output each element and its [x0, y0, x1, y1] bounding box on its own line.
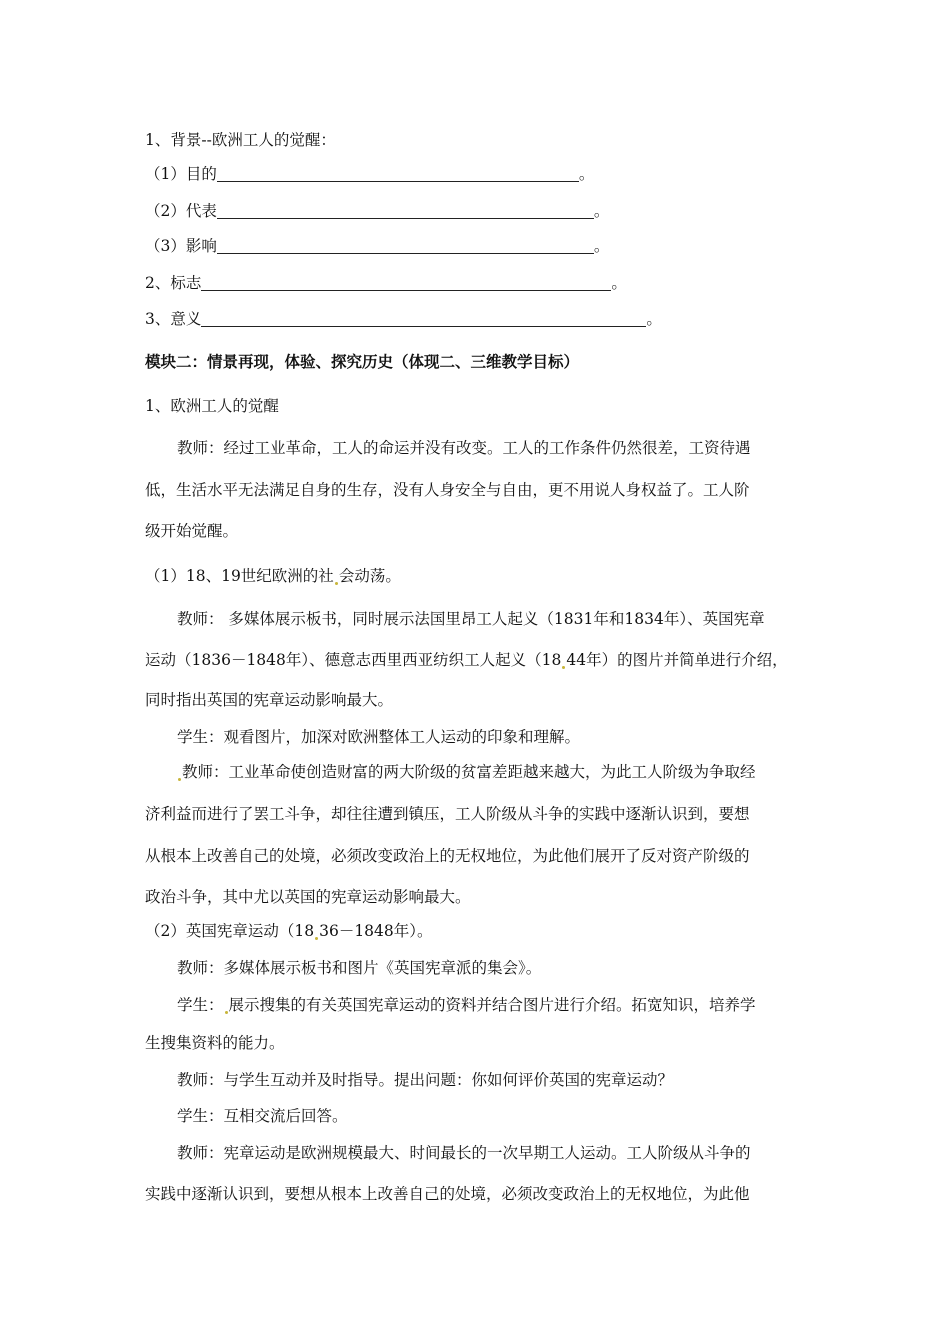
sub-heading: （2）英国宪章运动（18 36－1848年）。	[145, 922, 433, 940]
paragraph-line: 运动（1836－1848年）、德意志西里西亚纺织工人起义（18 44年）的图片并简单进行介绍，	[145, 651, 788, 669]
paragraph-line: 实践中逐渐认识到，要想从根本上改善自己的处境，必须改变政治上的无权地位，为此他	[145, 1185, 750, 1203]
answer-blank[interactable]	[217, 237, 594, 254]
answer-blank[interactable]	[201, 274, 611, 291]
paragraph-line: 教师：与学生互动并及时指导。提出问题：你如何评价英国的宪章运动？	[177, 1071, 674, 1089]
paragraph-line: 从根本上改善自己的处境，必须改变政治上的无权地位，为此他们展开了反对资产阶级的	[145, 847, 750, 865]
paragraph-line: 同时指出英国的宪章运动影响最大。	[145, 691, 394, 709]
paragraph-line: 济利益而进行了罢工斗争，却往往遭到镇压，工人阶级从斗争的实践中逐渐认识到，要想	[145, 805, 750, 823]
paragraph-line: 教师：多媒体展示板书和图片《英国宪章派的集会》。	[177, 959, 542, 977]
fill-blank-representative: （2）代表 。	[145, 202, 610, 220]
paragraph-line: 教师：工业革命使创造财富的两大阶级的贫富差距越来越大，为此工人阶级为争取经	[177, 762, 756, 782]
fill-blank-influence: （3）影响 。	[145, 237, 610, 255]
paragraph-line: 级开始觉醒。	[145, 522, 239, 540]
fill-blank-purpose: （1）目的 。	[145, 165, 595, 183]
module-two-heading: 模块二：情景再现，体验、探究历史（体现二、三维教学目标）	[145, 352, 580, 371]
paragraph-line: 生搜集资料的能力。	[145, 1034, 285, 1052]
section-title: 1、欧洲工人的觉醒	[145, 397, 279, 415]
answer-blank[interactable]	[201, 310, 646, 327]
mark-dot	[178, 778, 181, 781]
sub-heading: （1）18、19世纪欧洲的社 会动荡。	[145, 567, 401, 585]
mark-dot	[562, 666, 565, 669]
paragraph-line: 政治斗争，其中尤以英国的宪章运动影响最大。	[145, 888, 471, 906]
paragraph-line: 教师： 多媒体展示板书，同时展示法国里昂工人起义（1831年和1834年）、英国宪章	[177, 610, 765, 628]
paragraph-line: 教师：经过工业革命，工人的命运并没有改变。工人的工作条件仍然很差，工资待遇	[177, 439, 751, 457]
paragraph-line: 低，生活水平无法满足自身的生存，没有人身安全与自由，更不用说人身权益了。工人阶	[145, 481, 750, 499]
mark-dot	[335, 582, 338, 585]
paragraph-line: 学生：互相交流后回答。	[177, 1107, 348, 1125]
paragraph-line: 教师：宪章运动是欧洲规模最大、时间最长的一次早期工人运动。工人阶级从斗争的	[177, 1144, 751, 1162]
mark-dot	[315, 937, 318, 940]
mark-dot	[225, 1011, 228, 1014]
fill-blank-significance: 3、意义 。	[145, 310, 662, 328]
paragraph-line: 学生： 展示搜集的有关英国宪章运动的资料并结合图片进行介绍。拓宽知识，培养学	[177, 996, 756, 1014]
paragraph-line: 学生：观看图片，加深对欧洲整体工人运动的印象和理解。	[177, 728, 581, 746]
heading-background: 1、背景--欧洲工人的觉醒：	[145, 131, 336, 149]
answer-blank[interactable]	[217, 165, 579, 182]
answer-blank[interactable]	[217, 202, 594, 219]
fill-blank-sign: 2、标志 。	[145, 274, 627, 292]
